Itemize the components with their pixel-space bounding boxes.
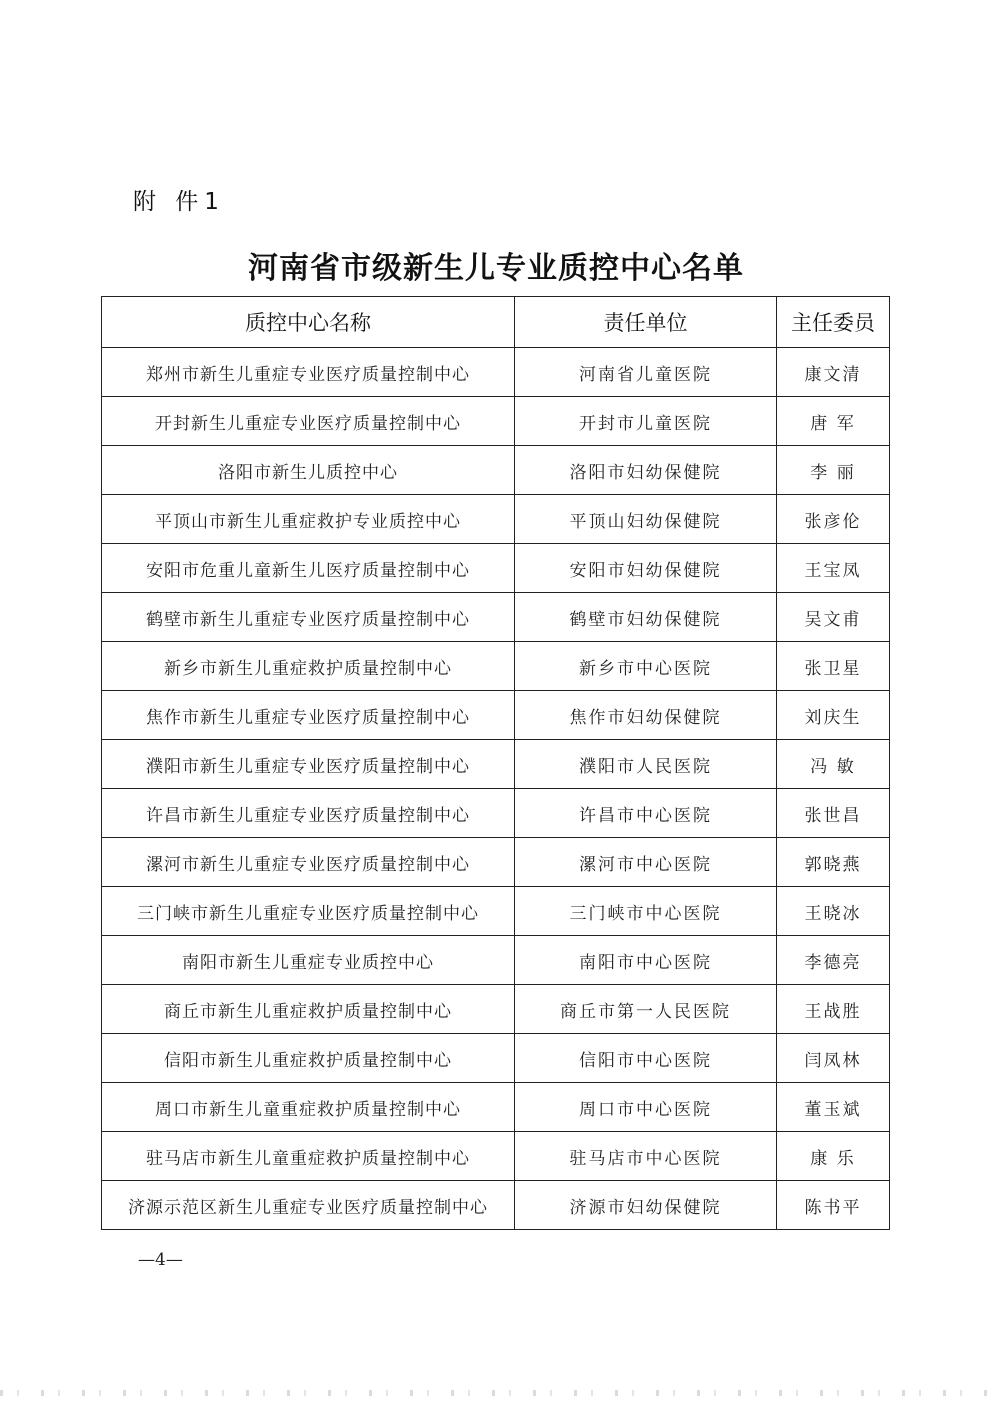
table-cell-center-name: 郑州市新生儿重症专业医疗质量控制中心 bbox=[102, 348, 515, 397]
table-cell-director: 郭晓燕 bbox=[777, 838, 890, 887]
table-row bbox=[102, 691, 890, 740]
table-cell-center-name: 平顶山市新生儿重症救护专业质控中心 bbox=[102, 495, 515, 544]
table-cell-center-name: 漯河市新生儿重症专业医疗质量控制中心 bbox=[102, 838, 515, 887]
table-row bbox=[102, 348, 890, 397]
table-cell-center-name: 驻马店市新生儿童重症救护质量控制中心 bbox=[102, 1132, 515, 1181]
table-row bbox=[102, 495, 890, 544]
table-row bbox=[102, 397, 890, 446]
table-row bbox=[102, 642, 890, 691]
table-cell-responsible-unit: 三门峡市中心医院 bbox=[515, 887, 777, 936]
table-cell-center-name: 济源示范区新生儿重症专业医疗质量控制中心 bbox=[102, 1181, 515, 1230]
table-cell-responsible-unit: 鹤壁市妇幼保健院 bbox=[515, 593, 777, 642]
table-cell-responsible-unit: 安阳市妇幼保健院 bbox=[515, 544, 777, 593]
table-header-row bbox=[102, 297, 890, 348]
scan-artifact-line bbox=[0, 1390, 992, 1396]
table-cell-center-name: 许昌市新生儿重症专业医疗质量控制中心 bbox=[102, 789, 515, 838]
table-cell-responsible-unit: 平顶山妇幼保健院 bbox=[515, 495, 777, 544]
table-cell-responsible-unit: 濮阳市人民医院 bbox=[515, 740, 777, 789]
table-cell-director: 刘庆生 bbox=[777, 691, 890, 740]
table-cell-responsible-unit: 南阳市中心医院 bbox=[515, 936, 777, 985]
table-cell-director: 李德亮 bbox=[777, 936, 890, 985]
table-cell-responsible-unit: 洛阳市妇幼保健院 bbox=[515, 446, 777, 495]
table-cell-center-name: 三门峡市新生儿重症专业医疗质量控制中心 bbox=[102, 887, 515, 936]
table-cell-director: 康文清 bbox=[777, 348, 890, 397]
table-cell-director: 张世昌 bbox=[777, 789, 890, 838]
table-row bbox=[102, 789, 890, 838]
table-cell-responsible-unit: 河南省儿童医院 bbox=[515, 348, 777, 397]
table-cell-director: 陈书平 bbox=[777, 1181, 890, 1230]
table-cell-director: 张彦伦 bbox=[777, 495, 890, 544]
table-row bbox=[102, 593, 890, 642]
table-cell-director: 王战胜 bbox=[777, 985, 890, 1034]
table-row bbox=[102, 1083, 890, 1132]
table-cell-director: 张卫星 bbox=[777, 642, 890, 691]
table-cell-center-name: 鹤壁市新生儿重症专业医疗质量控制中心 bbox=[102, 593, 515, 642]
table-cell-director: 闫凤林 bbox=[777, 1034, 890, 1083]
table-row bbox=[102, 544, 890, 593]
table-row bbox=[102, 838, 890, 887]
table-row bbox=[102, 985, 890, 1034]
table-cell-director: 吴文甫 bbox=[777, 593, 890, 642]
table-cell-director: 王晓冰 bbox=[777, 887, 890, 936]
table-cell-center-name: 濮阳市新生儿重症专业医疗质量控制中心 bbox=[102, 740, 515, 789]
table-row bbox=[102, 740, 890, 789]
table-row bbox=[102, 1132, 890, 1181]
table-cell-responsible-unit: 新乡市中心医院 bbox=[515, 642, 777, 691]
table-cell-responsible-unit: 商丘市第一人民医院 bbox=[515, 985, 777, 1034]
table-cell-center-name: 信阳市新生儿重症救护质量控制中心 bbox=[102, 1034, 515, 1083]
table-cell-responsible-unit: 焦作市妇幼保健院 bbox=[515, 691, 777, 740]
table-cell-director: 李 丽 bbox=[777, 446, 890, 495]
table-cell-responsible-unit: 周口市中心医院 bbox=[515, 1083, 777, 1132]
table-cell-center-name: 洛阳市新生儿质控中心 bbox=[102, 446, 515, 495]
table-row bbox=[102, 446, 890, 495]
table-cell-responsible-unit: 漯河市中心医院 bbox=[515, 838, 777, 887]
table-cell-director: 康 乐 bbox=[777, 1132, 890, 1181]
table-cell-director: 王宝凤 bbox=[777, 544, 890, 593]
table-row bbox=[102, 1181, 890, 1230]
header-responsible-unit: 责任单位 bbox=[515, 297, 777, 348]
table-row bbox=[102, 1034, 890, 1083]
table-cell-center-name: 商丘市新生儿重症救护质量控制中心 bbox=[102, 985, 515, 1034]
table-cell-director: 唐 军 bbox=[777, 397, 890, 446]
quality-control-center-table bbox=[101, 296, 890, 1230]
table-cell-responsible-unit: 开封市儿童医院 bbox=[515, 397, 777, 446]
table-cell-director: 董玉斌 bbox=[777, 1083, 890, 1132]
table-cell-responsible-unit: 驻马店市中心医院 bbox=[515, 1132, 777, 1181]
table-cell-responsible-unit: 济源市妇幼保健院 bbox=[515, 1181, 777, 1230]
table-row bbox=[102, 936, 890, 985]
header-director: 主任委员 bbox=[777, 297, 890, 348]
table-cell-center-name: 安阳市危重儿童新生儿医疗质量控制中心 bbox=[102, 544, 515, 593]
table-cell-center-name: 开封新生儿重症专业医疗质量控制中心 bbox=[102, 397, 515, 446]
table-cell-responsible-unit: 许昌市中心医院 bbox=[515, 789, 777, 838]
header-center-name: 质控中心名称 bbox=[102, 297, 515, 348]
table-cell-center-name: 焦作市新生儿重症专业医疗质量控制中心 bbox=[102, 691, 515, 740]
table-cell-center-name: 周口市新生儿童重症救护质量控制中心 bbox=[102, 1083, 515, 1132]
document-title: 河南省市级新生儿专业质控中心名单 bbox=[248, 251, 744, 286]
table-row bbox=[102, 887, 890, 936]
attachment-label: 附 件1 bbox=[133, 189, 225, 215]
table-cell-director: 冯 敏 bbox=[777, 740, 890, 789]
page-number: —4— bbox=[138, 1250, 183, 1270]
table-body bbox=[102, 348, 890, 1230]
table-cell-responsible-unit: 信阳市中心医院 bbox=[515, 1034, 777, 1083]
table-cell-center-name: 南阳市新生儿重症专业质控中心 bbox=[102, 936, 515, 985]
table-cell-center-name: 新乡市新生儿重症救护质量控制中心 bbox=[102, 642, 515, 691]
